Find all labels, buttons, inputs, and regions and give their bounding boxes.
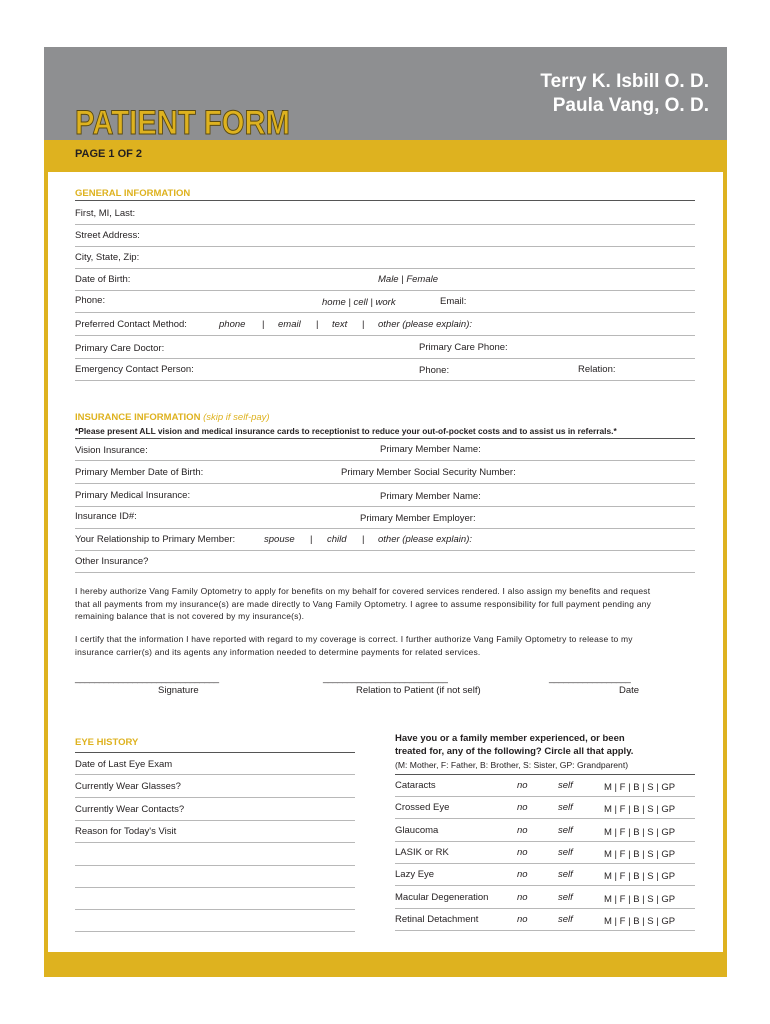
relationship-option-child[interactable]: child [327, 534, 347, 545]
condition-option-no[interactable]: no [517, 913, 528, 925]
member-dob-field[interactable] [75, 483, 695, 484]
authorization-line: I hereby authorize Vang Family Optometry to apply for benefits on my behalf for covered services rendered. I also assign my benefits and request [75, 586, 651, 596]
reason-field[interactable] [75, 931, 355, 932]
separator: | [362, 319, 365, 330]
condition-name: Lazy Eye [395, 869, 435, 881]
contact-option-text[interactable]: text [332, 319, 348, 330]
condition-name: Crossed Eye [395, 802, 450, 814]
condition-row-rule [395, 885, 695, 886]
member-name-label-2: Primary Member Name: [380, 491, 481, 502]
doctor-name-1: Terry K. Isbill O. D. [540, 71, 709, 92]
form-title: PATIENT FORM [75, 104, 290, 142]
emergency-label: Emergency Contact Person: [75, 364, 194, 375]
authorization-line: remaining balance that is not covered by my insurance(s). [75, 611, 305, 621]
left-border [44, 172, 48, 952]
glasses-field[interactable] [75, 797, 355, 798]
condition-name: Macular Degeneration [395, 891, 489, 903]
footer-band [44, 952, 727, 977]
condition-option-family[interactable]: M | F | B | S | GP [604, 826, 676, 838]
pref-contact-field[interactable] [75, 335, 695, 336]
employer-label: Primary Member Employer: [360, 513, 476, 524]
other-insurance-label: Other Insurance? [75, 556, 149, 567]
pref-contact-label: Preferred Contact Method: [75, 319, 187, 330]
condition-name: Cataracts [395, 780, 436, 791]
condition-name: LASIK or RK [395, 846, 449, 858]
phone-label: Phone: [75, 295, 106, 306]
name-field[interactable] [75, 224, 695, 225]
dob-field[interactable] [75, 290, 695, 291]
condition-option-family[interactable]: M | F | B | S | GP [604, 782, 676, 793]
condition-row-rule [395, 818, 695, 819]
reason-field[interactable] [75, 909, 355, 910]
other-insurance-field[interactable] [75, 572, 695, 573]
relationship-field[interactable] [75, 550, 695, 551]
authorization-line: that all payments from my insurance(s) are made directly to Vang Family Optometry. I agree to assume responsibility for full payment pending any [75, 598, 652, 609]
insurance-heading-note: (skip if self-pay) [203, 412, 270, 423]
pcp-label: Primary Care Doctor: [75, 343, 165, 354]
right-border [723, 172, 727, 952]
emergency-phone-label: Phone: [419, 365, 450, 376]
separator: | [362, 534, 365, 545]
insurance-notice: *Please present ALL vision and medical insurance cards to receptionist to reduce your out-of-pocket costs and to assist us in referrals.* [75, 426, 617, 436]
doctor-names [540, 70, 709, 118]
name-label: First, MI, Last: [75, 208, 136, 219]
emergency-field[interactable] [75, 380, 695, 381]
family-question-line-2: treated for, any of the following? Circle all that apply. [395, 746, 634, 757]
family-rule [395, 774, 695, 775]
contacts-field[interactable] [75, 820, 355, 821]
condition-option-no[interactable]: no [517, 869, 528, 881]
insurance-rule [75, 438, 695, 439]
insurance-heading-text: INSURANCE INFORMATION [75, 412, 201, 423]
condition-option-family[interactable]: M | F | B | S | GP [604, 871, 676, 883]
condition-row-rule [395, 863, 695, 864]
phone-field[interactable] [75, 312, 695, 313]
city-label: City, State, Zip: [75, 252, 140, 263]
eye-history-heading: EYE HISTORY [75, 737, 139, 748]
condition-option-no[interactable]: no [517, 780, 528, 791]
family-legend: (M: Mother, F: Father, B: Brother, S: Sister, GP: Grandparent) [395, 760, 629, 770]
condition-option-self[interactable]: self [558, 802, 573, 814]
general-heading: GENERAL INFORMATION [75, 188, 191, 199]
certification-line: insurance carrier(s) and its agents any information needed to determine payments for related services. [75, 646, 481, 657]
pcp-phone-label: Primary Care Phone: [419, 342, 508, 353]
condition-option-self[interactable]: self [558, 846, 573, 858]
insurance-id-label: Insurance ID#: [75, 511, 137, 522]
street-field[interactable] [75, 246, 695, 247]
page-band [44, 140, 727, 172]
condition-row-rule [395, 796, 695, 797]
condition-option-self[interactable]: self [558, 913, 573, 925]
family-question-line-1: Have you or a family member experienced, or been [395, 733, 625, 744]
authorization-paragraph [75, 585, 651, 623]
signature-line[interactable]: ______________________________ [75, 673, 219, 684]
separator: | [262, 319, 265, 330]
contact-option-other[interactable]: other (please explain): [378, 319, 472, 330]
doctor-name-2: Paula Vang, O. D. [552, 95, 709, 116]
relationship-option-other[interactable]: other (please explain): [378, 534, 472, 545]
reason-field[interactable] [75, 842, 355, 843]
city-field[interactable] [75, 268, 695, 269]
member-name-label: Primary Member Name: [380, 444, 481, 455]
relationship-option-spouse[interactable]: spouse [264, 534, 295, 545]
condition-row-rule [395, 841, 695, 842]
phone-type-options[interactable]: home | cell | work [322, 297, 396, 308]
date-line[interactable]: _________________ [549, 673, 631, 684]
condition-option-self[interactable]: self [558, 824, 573, 836]
member-ssn-label: Primary Member Social Security Number: [341, 467, 516, 478]
condition-option-no[interactable]: no [517, 846, 528, 858]
medical-insurance-field[interactable] [75, 506, 695, 507]
condition-row-rule [395, 930, 695, 931]
condition-name: Glaucoma [395, 824, 439, 836]
page-label: PAGE 1 OF 2 [75, 148, 143, 160]
vision-insurance-field[interactable] [75, 460, 695, 461]
condition-option-no[interactable]: no [517, 824, 528, 836]
street-label: Street Address: [75, 230, 140, 241]
insurance-id-field[interactable] [75, 528, 695, 529]
eye-history-rule [75, 752, 355, 753]
condition-option-no[interactable]: no [517, 802, 528, 814]
condition-option-no[interactable]: no [517, 891, 528, 903]
date-caption: Date [619, 685, 640, 696]
dob-label: Date of Birth: [75, 274, 131, 285]
last-exam-field[interactable] [75, 774, 355, 775]
member-dob-label: Primary Member Date of Birth: [75, 467, 204, 478]
condition-option-family[interactable]: M | F | B | S | GP [604, 915, 676, 927]
relation-line[interactable]: __________________________ [323, 673, 448, 684]
relation-caption: Relation to Patient (if not self) [356, 685, 481, 696]
relationship-label: Your Relationship to Primary Member: [75, 534, 236, 545]
certification-paragraph [75, 633, 633, 658]
sex-options[interactable]: Male | Female [378, 274, 439, 285]
signature-caption: Signature [158, 685, 199, 696]
condition-row-rule [395, 908, 695, 909]
insurance-heading [75, 412, 270, 423]
reason-field[interactable] [75, 887, 355, 888]
condition-option-family[interactable]: M | F | B | S | GP [604, 848, 676, 860]
separator: | [310, 534, 313, 545]
separator: | [316, 319, 319, 330]
email-label: Email: [440, 296, 467, 307]
condition-option-family[interactable]: M | F | B | S | GP [604, 804, 676, 816]
certification-line: I certify that the information I have reported with regard to my coverage is correct. I further authorize Vang Family Optometry to release to my [75, 634, 633, 644]
condition-option-self[interactable]: self [558, 780, 573, 791]
condition-option-self[interactable]: self [558, 869, 573, 881]
condition-option-self[interactable]: self [558, 891, 573, 903]
vision-insurance-label: Vision Insurance: [75, 445, 148, 456]
condition-name: Retinal Detachment [395, 913, 479, 925]
contact-option-email[interactable]: email [278, 319, 301, 330]
condition-option-family[interactable]: M | F | B | S | GP [604, 893, 676, 905]
pcp-field[interactable] [75, 358, 695, 359]
reason-label: Reason for Today's Visit [75, 826, 177, 837]
last-exam-label: Date of Last Eye Exam [75, 759, 173, 770]
contact-option-phone[interactable]: phone [219, 319, 246, 330]
medical-insurance-label: Primary Medical Insurance: [75, 490, 191, 501]
relation-label: Relation: [578, 364, 616, 375]
reason-field[interactable] [75, 865, 355, 866]
glasses-label: Currently Wear Glasses? [75, 781, 181, 792]
contacts-label: Currently Wear Contacts? [75, 804, 185, 815]
general-rule [75, 200, 695, 201]
